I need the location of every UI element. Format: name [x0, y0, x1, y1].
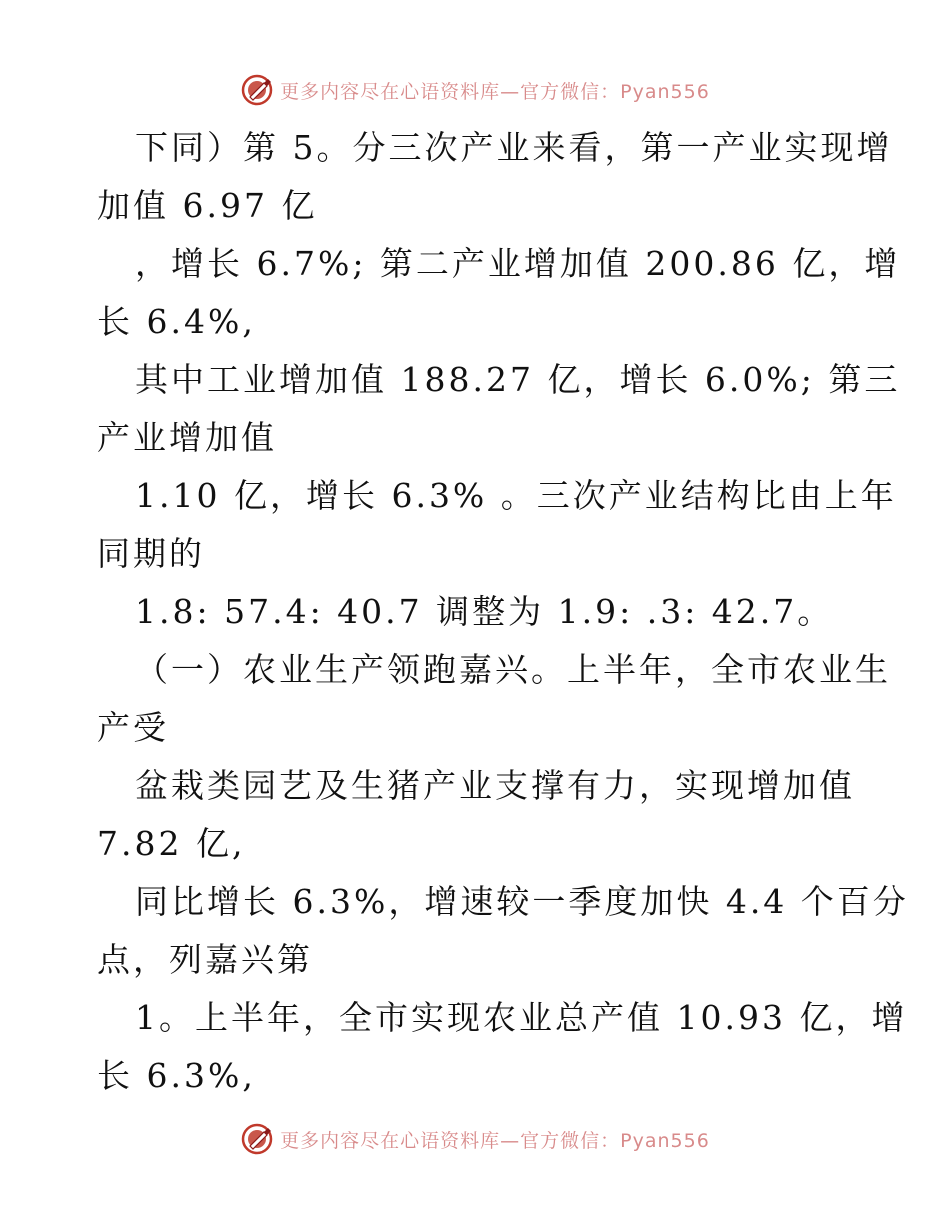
- text-line: 其中工业增加值 188.27 亿，增长 6.0%; 第三: [135, 360, 901, 399]
- text-line: 产业增加值: [97, 418, 277, 457]
- text-line: 同比增长 6.3%，增速较一季度加快 4.4 个百分: [135, 882, 909, 921]
- text-line: 1.8: 57.4: 40.7 调整为 1.9: .3: 42.7。: [135, 592, 834, 631]
- header-watermark: [0, 72, 950, 108]
- text-line: ，增长 6.7%; 第二产业增加值 200.86 亿，增: [135, 244, 901, 283]
- text-line: 盆栽类园艺及生猪产业支撑有力，实现增加值: [135, 766, 855, 805]
- text-line: 7.82 亿,: [97, 824, 246, 863]
- watermark-text: 更多内容尽在心语资料库—官方微信：Pyan556: [280, 80, 710, 103]
- text-line: 点，列嘉兴第: [97, 940, 313, 979]
- text-line: 长 6.3%,: [97, 1056, 256, 1095]
- text-line: 1。上半年，全市实现农业总产值 10.93 亿，增: [135, 998, 908, 1037]
- watermark-text: 更多内容尽在心语资料库—官方微信：Pyan556: [280, 1129, 710, 1152]
- text-line: 产受: [97, 708, 169, 747]
- text-line: 1.10 亿，增长 6.3% 。三次产业结构比由上年: [135, 476, 897, 515]
- text-line: 加值 6.97 亿: [97, 186, 318, 225]
- text-line: 下同）第 5。分三次产业来看，第一产业实现增: [135, 128, 893, 167]
- footer-watermark: [0, 1121, 950, 1157]
- text-line: （一）农业生产领跑嘉兴。上半年，全市农业生: [135, 650, 891, 689]
- text-line: 长 6.4%,: [97, 302, 256, 341]
- text-line: 同期的: [97, 534, 205, 573]
- pen-seal-icon: [240, 1122, 274, 1156]
- pen-seal-icon: [240, 73, 274, 107]
